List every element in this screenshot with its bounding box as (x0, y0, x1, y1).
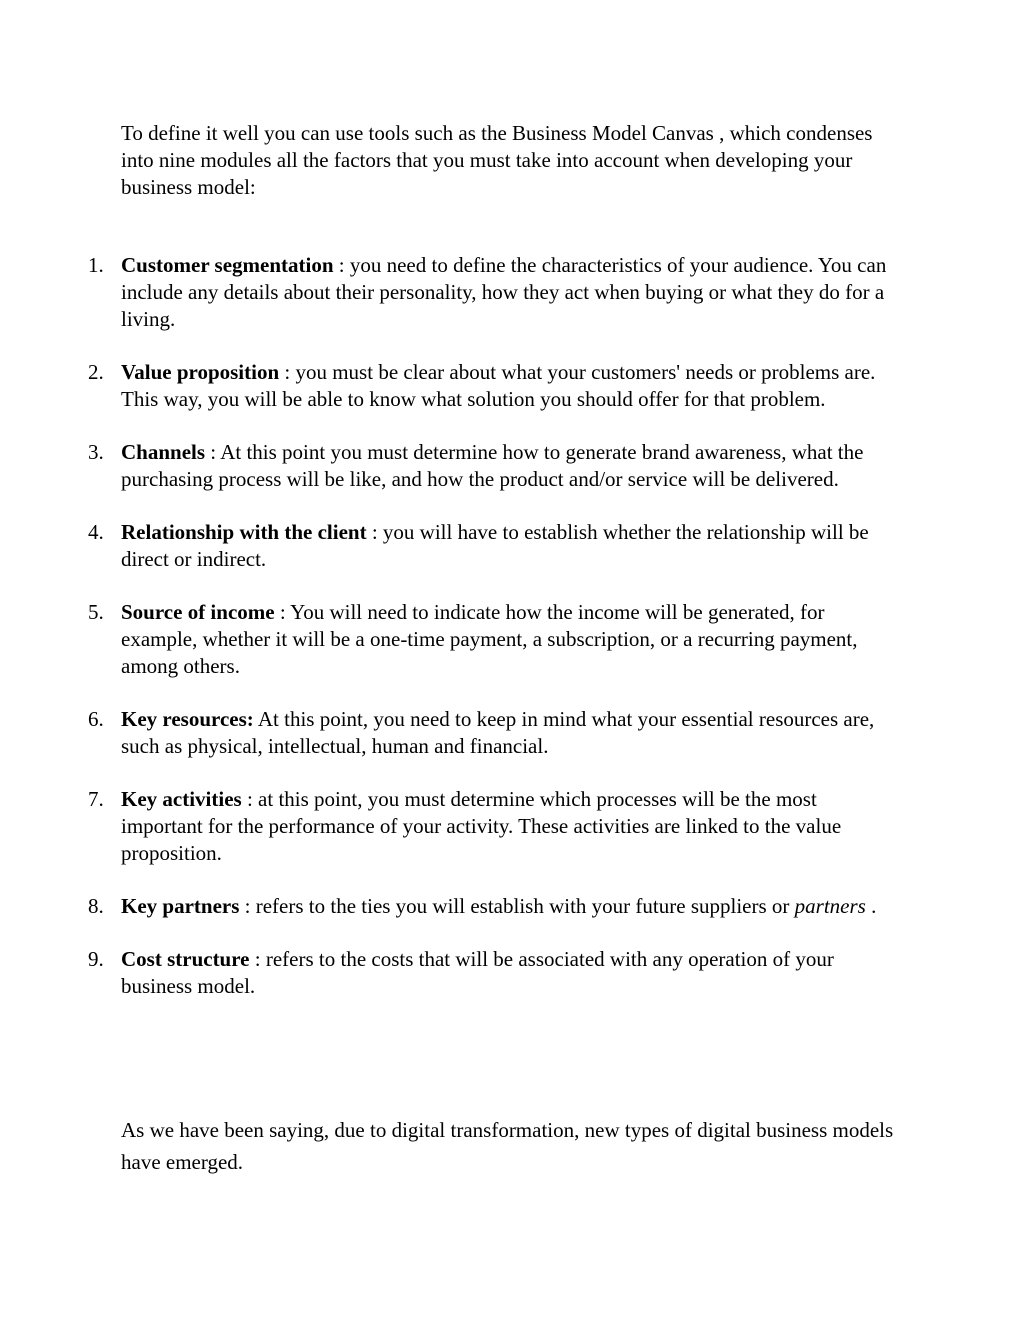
list-item-text: : At this point you must determine how to generate brand awareness, what the purchasing process will be like, and how the product and/or service will be delivered. (121, 440, 864, 491)
list-item (0, 706, 901, 760)
list-item-title: Key partners (121, 894, 240, 918)
list-item (0, 786, 901, 867)
list-item-number: 3. (88, 440, 104, 464)
list-item-title: Value proposition (121, 360, 280, 384)
list-item-title: Channels (121, 440, 206, 464)
list-item-tail: . (865, 894, 877, 918)
list-item-title: Relationship with the client (121, 520, 367, 544)
list-item-number: 5. (88, 600, 104, 624)
list-item-title: Customer segmentation (121, 253, 334, 277)
list-item (0, 439, 901, 493)
list-item-italic: partners (794, 894, 866, 918)
list-item-title: Key resources: (121, 707, 254, 731)
list-item-number: 8. (88, 894, 104, 918)
list-item-text: : at this point, you must determine which processes will be the most important for the performance of your activity. These activities are linked to the value proposition. (121, 787, 842, 865)
list-item-number: 7. (88, 787, 104, 811)
list-item-number: 1. (88, 253, 104, 277)
list-item-text: : you need to define the characteristics of your audience. You can include any details about their personality, how they act when buying or what they do for a living. (121, 253, 887, 331)
list-item-text: At this point, you need to keep in mind what your essential resources are, such as physical, intellectual, human and financial. (121, 707, 875, 758)
list-item (0, 599, 901, 680)
list-item-number: 2. (88, 360, 104, 384)
list-item-title: Key activities (121, 787, 242, 811)
list-item-text: : you must be clear about what your customers' needs or problems are. This way, you will be able to know what solution you should offer for that problem. (121, 360, 876, 411)
list-item-title: Cost structure (121, 947, 250, 971)
list-item (0, 252, 901, 333)
list-item (0, 893, 901, 920)
business-model-canvas-list (0, 252, 1024, 1026)
list-item (0, 946, 901, 1000)
list-item-number: 6. (88, 707, 104, 731)
list-item-number: 4. (88, 520, 104, 544)
list-item-number: 9. (88, 947, 104, 971)
list-item (0, 519, 901, 573)
list-item-title: Source of income (121, 600, 275, 624)
intro-paragraph: To define it well you can use tools such as the Business Model Canvas , which condenses into nine modules all the factors that you must take into account when developing your business model: (121, 121, 873, 199)
list-item-text: : refers to the ties you will establish with your future suppliers or (239, 894, 795, 918)
list-item-text: : You will need to indicate how the income will be generated, for example, whether it will be a one-time payment, a subscription, or a recurring payment, among others. (121, 600, 858, 678)
list-item (0, 359, 901, 413)
list-item-text: : refers to the costs that will be associated with any operation of your business model. (121, 947, 834, 998)
list-item-text: : you will have to establish whether the relationship will be direct or indirect. (121, 520, 869, 571)
closing-paragraph: As we have been saying, due to digital transformation, new types of digital business models have emerged. (121, 1118, 894, 1174)
